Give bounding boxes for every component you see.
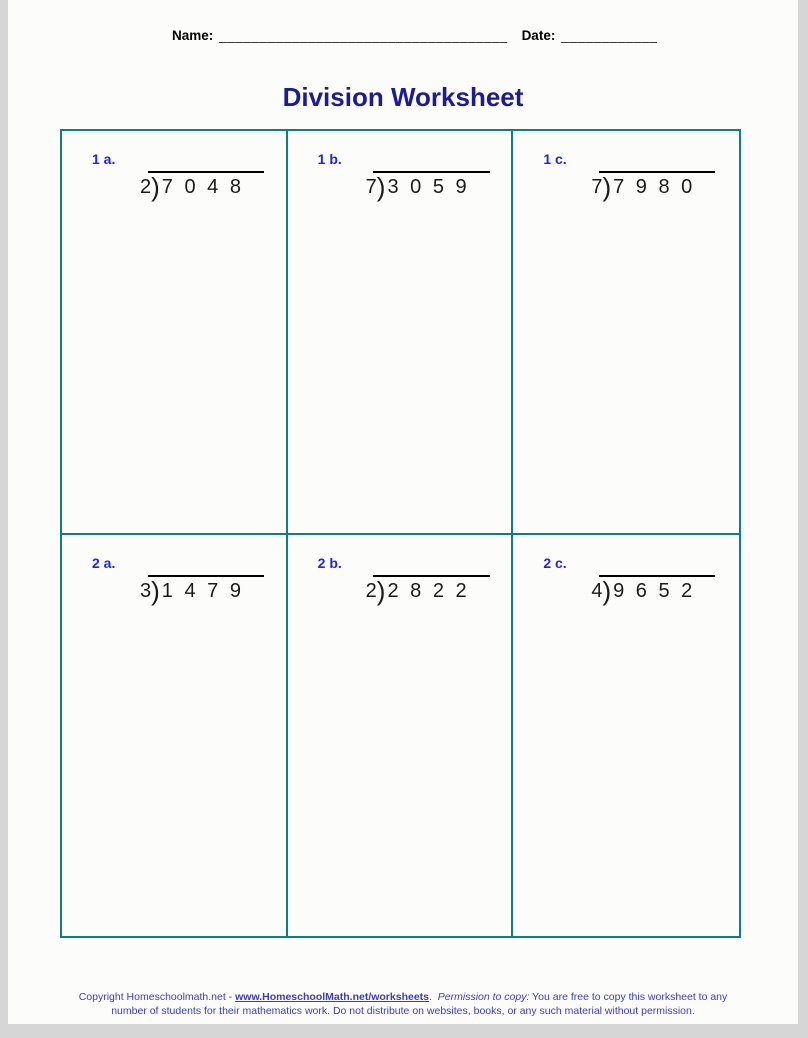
dividend: 2 8 2 2 (373, 575, 489, 603)
problems-grid (60, 129, 741, 938)
dividend: 7 0 4 8 (148, 171, 264, 199)
divisor: 2 (140, 176, 152, 198)
division-bracket: ) (602, 172, 612, 202)
page-title: Division Worksheet (282, 82, 524, 112)
long-division-expression (140, 171, 264, 202)
problem-label: 1 a. (92, 151, 116, 167)
problem-cell-1b (288, 131, 514, 535)
name-blank-line: ____________________________________ (219, 28, 508, 43)
copyright-footer (8, 990, 798, 1018)
divisor: 4 (591, 580, 603, 602)
long-division-expression (140, 575, 264, 606)
problem-label: 1 b. (317, 151, 342, 167)
problem-cell-1c (513, 131, 739, 535)
problem-cell-2b (288, 535, 514, 936)
worksheet-page (8, 0, 798, 1024)
dividend: 3 0 5 9 (373, 171, 489, 199)
divisor: 2 (365, 580, 377, 602)
divisor: 7 (365, 176, 377, 198)
divisor: 7 (591, 176, 603, 198)
permission-text: You are free to copy this worksheet to any (529, 991, 728, 1003)
problem-cell-1a (62, 131, 288, 535)
dividend: 7 9 8 0 (599, 171, 715, 199)
permission-label: Permission to copy: (437, 991, 530, 1003)
date-label: Date: (521, 28, 556, 43)
problem-cell-2a (62, 535, 288, 936)
problem-cell-2c (513, 535, 739, 936)
division-bracket: ) (602, 576, 612, 606)
division-bracket: ) (151, 172, 160, 202)
long-division-expression (365, 171, 490, 202)
copyright-text: Copyright Homeschoolmath.net - (78, 991, 236, 1003)
problem-label: 1 c. (543, 151, 567, 167)
problem-label: 2 a. (92, 555, 116, 571)
divisor: 3 (140, 580, 152, 602)
long-division-expression (591, 171, 715, 202)
long-division-expression (591, 575, 715, 606)
division-bracket: ) (151, 576, 160, 606)
name-date-header (172, 28, 657, 43)
dividend: 9 6 5 2 (599, 575, 715, 603)
footer-separator: . (429, 991, 438, 1003)
worksheets-link[interactable]: www.HomeschoolMath.net/worksheets (235, 991, 430, 1003)
dividend: 1 4 7 9 (148, 575, 264, 603)
date-blank-line: ____________ (561, 28, 658, 43)
problem-label: 2 c. (543, 555, 567, 571)
footer-line-1 (8, 990, 798, 1004)
long-division-expression (365, 575, 490, 606)
division-bracket: ) (376, 172, 386, 202)
division-bracket: ) (376, 576, 386, 606)
name-label: Name: (172, 28, 214, 43)
problem-label: 2 b. (317, 555, 342, 571)
footer-line-2: number of students for their mathematics work. Do not distribute on websites, books, or any such material without permission. (111, 1005, 695, 1017)
